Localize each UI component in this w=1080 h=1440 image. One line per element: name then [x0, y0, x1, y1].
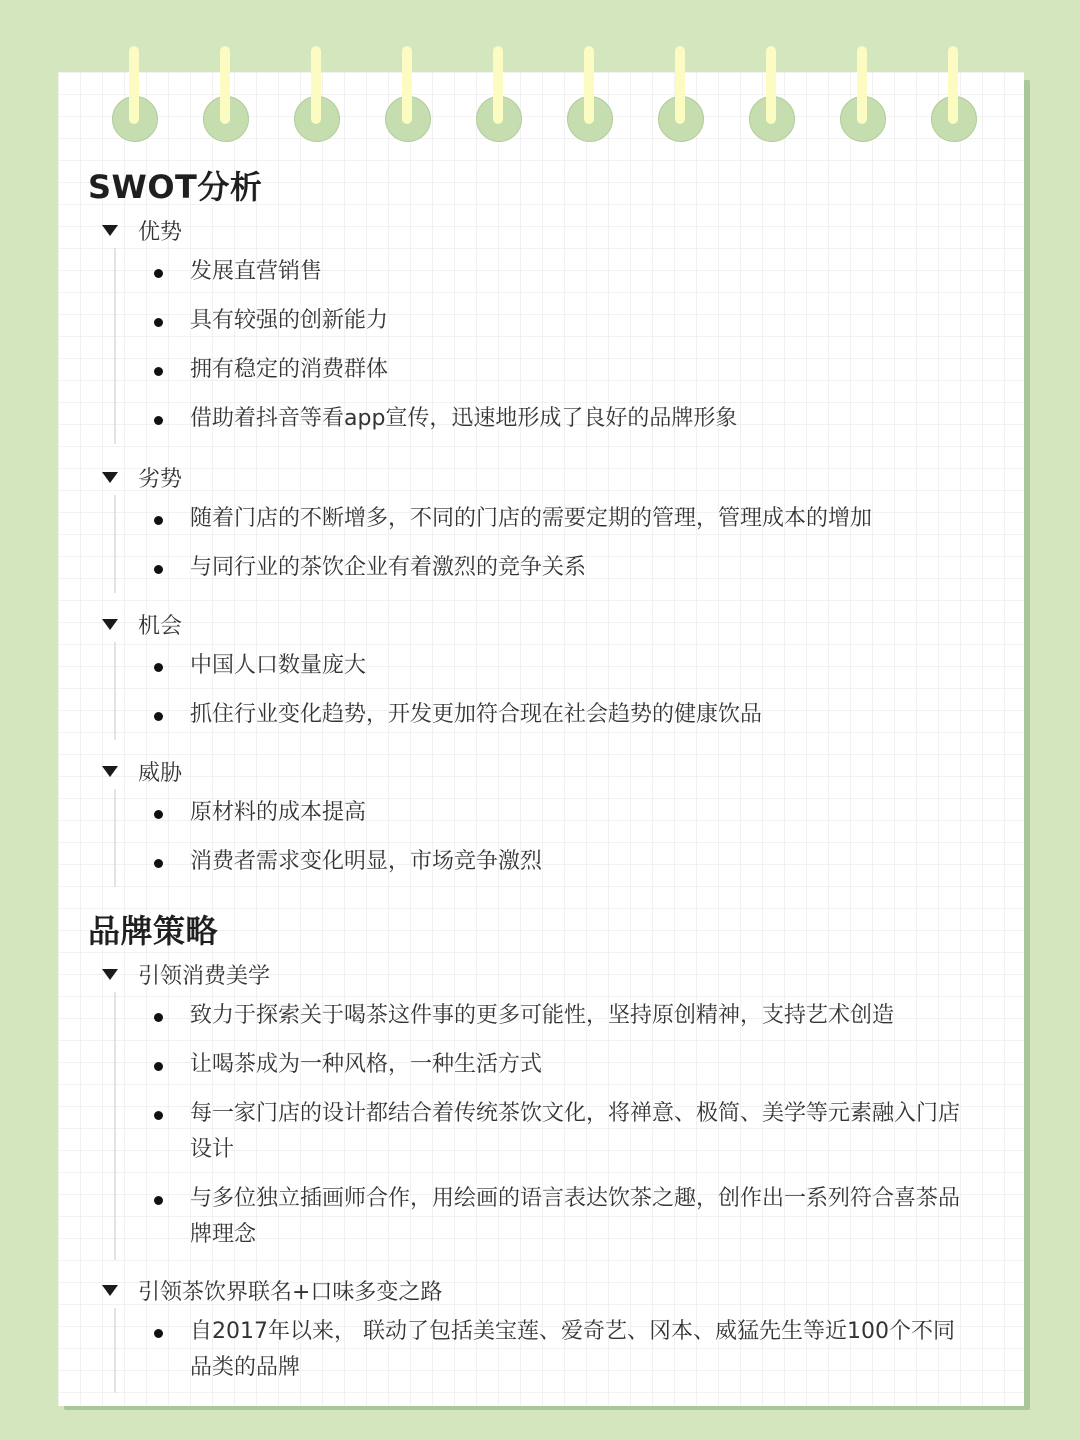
list-item-text: 与多位独立插画师合作，用绘画的语言表达饮茶之趣，创作出一系列符合喜茶品牌理念 — [190, 1186, 961, 1247]
bullet-list — [114, 495, 970, 593]
bullet-dot-icon — [154, 663, 163, 672]
bullet-list — [114, 1308, 970, 1393]
bullet-dot-icon — [154, 416, 163, 425]
bullet-dot-icon — [154, 712, 163, 721]
list-item-text: 拥有稳定的消费群体 — [190, 357, 389, 382]
group-header[interactable] — [102, 1272, 970, 1308]
bullet-dot-icon — [154, 859, 163, 868]
outline-group — [102, 459, 970, 593]
bullet-list — [114, 248, 970, 444]
collapse-triangle-icon[interactable] — [102, 619, 118, 630]
list-item — [160, 789, 970, 838]
outline-group — [102, 956, 970, 1260]
section-heading: SWOT分析 — [88, 168, 263, 206]
outline-group — [102, 606, 970, 740]
list-item — [160, 248, 970, 297]
list-item — [160, 642, 970, 691]
bullet-dot-icon — [154, 1062, 163, 1071]
bullet-dot-icon — [154, 516, 163, 525]
bullet-dot-icon — [154, 810, 163, 819]
list-item-text: 致力于探索关于喝茶这件事的更多可能性，坚持原创精神，支持艺术创造 — [190, 1003, 895, 1028]
list-item — [160, 992, 970, 1041]
outline-group — [102, 212, 970, 444]
outline-group — [102, 1272, 970, 1393]
list-item — [160, 1090, 970, 1175]
group-label: 引领茶饮界联名+口味多变之路 — [138, 1279, 443, 1305]
bullet-dot-icon — [154, 1111, 163, 1120]
list-item-text: 自2017年以来， 联动了包括美宝莲、爱奇艺、冈本、威猛先生等近100个不同品类的品牌 — [190, 1319, 955, 1380]
list-item-text: 借助着抖音等看app宣传，迅速地形成了良好的品牌形象 — [190, 406, 738, 431]
list-item — [160, 838, 970, 887]
group-label: 优势 — [138, 219, 183, 245]
group-label: 劣势 — [138, 466, 183, 492]
list-item-text: 抓住行业变化趋势，开发更加符合现在社会趋势的健康饮品 — [190, 702, 763, 727]
outline-group — [102, 753, 970, 887]
collapse-triangle-icon[interactable] — [102, 225, 118, 236]
notebook-page — [58, 72, 1024, 1406]
bullet-dot-icon — [154, 565, 163, 574]
collapse-triangle-icon[interactable] — [102, 766, 118, 777]
list-item — [160, 1175, 970, 1260]
bullet-list — [114, 642, 970, 740]
list-item — [160, 1041, 970, 1090]
list-item — [160, 495, 970, 544]
bullet-dot-icon — [154, 367, 163, 376]
list-item-text: 随着门店的不断增多，不同的门店的需要定期的管理，管理成本的增加 — [190, 506, 873, 531]
collapse-triangle-icon[interactable] — [102, 472, 118, 483]
bullet-dot-icon — [154, 1196, 163, 1205]
bullet-dot-icon — [154, 318, 163, 327]
bullet-list — [114, 789, 970, 887]
list-item-text: 原材料的成本提高 — [190, 800, 367, 825]
list-item — [160, 691, 970, 740]
group-header[interactable] — [102, 606, 970, 642]
list-item-text: 发展直营销售 — [190, 259, 323, 284]
group-label: 机会 — [138, 613, 183, 639]
list-item-text: 让喝茶成为一种风格，一种生活方式 — [190, 1052, 543, 1077]
bullet-dot-icon — [154, 1013, 163, 1022]
list-item-text: 具有较强的创新能力 — [190, 308, 389, 333]
group-label: 威胁 — [138, 760, 183, 786]
group-header[interactable] — [102, 459, 970, 495]
group-label: 引领消费美学 — [138, 963, 271, 989]
bullet-dot-icon — [154, 269, 163, 278]
list-item — [160, 297, 970, 346]
bullet-dot-icon — [154, 1329, 163, 1338]
section-heading: 品牌策略 — [88, 912, 219, 950]
bullet-list — [114, 992, 970, 1260]
group-header[interactable] — [102, 212, 970, 248]
list-item-text: 与同行业的茶饮企业有着激烈的竞争关系 — [190, 555, 587, 580]
list-item — [160, 1308, 970, 1393]
list-item — [160, 544, 970, 593]
group-header[interactable] — [102, 753, 970, 789]
collapse-triangle-icon[interactable] — [102, 969, 118, 980]
group-header[interactable] — [102, 956, 970, 992]
list-item-text: 每一家门店的设计都结合着传统茶饮文化，将禅意、极简、美学等元素融入门店设计 — [190, 1101, 961, 1162]
list-item-text: 消费者需求变化明显，市场竞争激烈 — [190, 849, 543, 874]
list-item-text: 中国人口数量庞大 — [190, 653, 367, 678]
list-item — [160, 346, 970, 395]
list-item — [160, 395, 970, 444]
collapse-triangle-icon[interactable] — [102, 1285, 118, 1296]
